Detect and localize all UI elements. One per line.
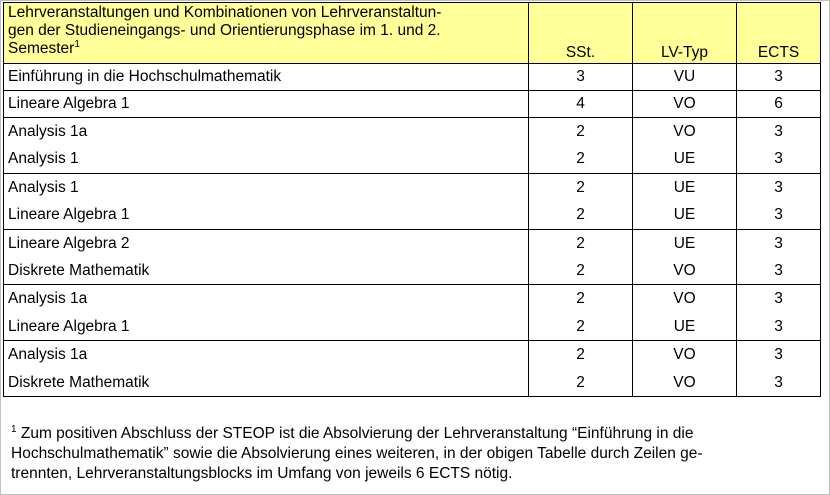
header-row bbox=[4, 3, 821, 64]
course-ects: 3 bbox=[774, 373, 783, 391]
course-lvtyp: VO bbox=[673, 290, 696, 308]
course-sst: 2 bbox=[576, 234, 585, 252]
course-lvtyp-cell bbox=[633, 285, 737, 341]
course-ects: 3 bbox=[774, 346, 783, 364]
course-sst: 2 bbox=[576, 290, 585, 308]
course-lvtyp: UE bbox=[673, 150, 696, 168]
course-ects-cell bbox=[737, 64, 821, 91]
course-ects-cell bbox=[737, 91, 821, 118]
course-name-cell bbox=[4, 285, 529, 341]
header-footnote-marker: 1 bbox=[74, 38, 80, 50]
course-ects: 3 bbox=[774, 68, 783, 85]
course-lvtyp: VO bbox=[673, 373, 696, 391]
course-block-row bbox=[4, 91, 821, 118]
course-name: Lineare Algebra 1 bbox=[8, 206, 130, 224]
course-ects-cell bbox=[737, 229, 821, 285]
course-name: Diskrete Mathematik bbox=[8, 261, 150, 279]
table-body bbox=[4, 64, 821, 397]
course-lvtyp: UE bbox=[673, 317, 696, 335]
course-name: Analysis 1a bbox=[8, 123, 88, 140]
course-name: Analysis 1 bbox=[8, 178, 79, 196]
course-lvtyp: VO bbox=[673, 95, 696, 112]
course-sst: 2 bbox=[576, 346, 585, 364]
course-sst: 2 bbox=[576, 373, 585, 391]
course-sst: 2 bbox=[576, 206, 585, 224]
course-name: Diskrete Mathematik bbox=[8, 373, 150, 391]
footnote-line1: Zum positiven Abschluss der STEOP ist die Absolvierung der Lehrveranstaltung “Einführung in die bbox=[16, 425, 694, 442]
course-ects: 3 bbox=[774, 178, 783, 196]
course-lvtyp: UE bbox=[673, 206, 696, 224]
course-ects: 3 bbox=[774, 150, 783, 168]
course-name-cell bbox=[4, 229, 529, 285]
header-lvtyp: LV-Typ bbox=[633, 3, 737, 64]
course-ects: 6 bbox=[774, 95, 783, 112]
course-ects-cell bbox=[737, 341, 821, 397]
course-name: Einführung in die Hochschulmathematik bbox=[8, 68, 282, 85]
course-block-row bbox=[4, 285, 821, 341]
course-name: Analysis 1a bbox=[8, 290, 88, 308]
course-lvtyp-cell bbox=[633, 229, 737, 285]
course-sst-cell bbox=[529, 118, 633, 174]
course-lvtyp: UE bbox=[673, 178, 696, 196]
course-sst: 2 bbox=[576, 150, 585, 168]
header-desc-line2: gen der Studieneingangs- und Orientierungsphase im 1. und 2. bbox=[8, 22, 441, 39]
header-sst: SSt. bbox=[529, 3, 633, 64]
course-name-cell bbox=[4, 91, 529, 118]
course-ects-cell bbox=[737, 118, 821, 174]
course-lvtyp: VO bbox=[673, 346, 696, 364]
course-sst-cell bbox=[529, 173, 633, 229]
course-ects: 3 bbox=[774, 317, 783, 335]
header-desc-line1: Lehrveranstaltungen und Kombinationen von Lehrveranstaltun- bbox=[8, 4, 442, 21]
course-block-row bbox=[4, 118, 821, 174]
footnote-line3: trennten, Lehrveranstaltungsblocks im Umfang von jeweils 6 ECTS nötig. bbox=[11, 465, 513, 482]
course-block-row bbox=[4, 64, 821, 91]
footnote bbox=[11, 424, 821, 484]
steop-table bbox=[3, 2, 821, 397]
course-name: Lineare Algebra 1 bbox=[8, 95, 130, 112]
course-lvtyp-cell bbox=[633, 173, 737, 229]
course-lvtyp-cell bbox=[633, 118, 737, 174]
course-name-cell bbox=[4, 118, 529, 174]
course-name: Analysis 1 bbox=[8, 150, 79, 168]
course-sst-cell bbox=[529, 285, 633, 341]
course-lvtyp: VO bbox=[673, 123, 696, 140]
course-name: Lineare Algebra 2 bbox=[8, 234, 130, 252]
course-sst-cell bbox=[529, 229, 633, 285]
course-name-cell bbox=[4, 64, 529, 91]
course-lvtyp-cell bbox=[633, 64, 737, 91]
course-lvtyp: VO bbox=[673, 261, 696, 279]
course-name: Lineare Algebra 1 bbox=[8, 317, 130, 335]
course-name: Analysis 1a bbox=[8, 346, 88, 364]
course-name-cell bbox=[4, 341, 529, 397]
course-lvtyp-cell bbox=[633, 91, 737, 118]
course-block-row bbox=[4, 341, 821, 397]
course-sst-cell bbox=[529, 91, 633, 118]
course-ects-cell bbox=[737, 173, 821, 229]
header-description bbox=[4, 3, 529, 64]
course-lvtyp: VU bbox=[673, 68, 696, 85]
course-ects: 3 bbox=[774, 261, 783, 279]
footnote-marker: 1 bbox=[11, 423, 17, 435]
course-ects: 3 bbox=[774, 290, 783, 308]
course-sst: 2 bbox=[576, 261, 585, 279]
course-sst: 2 bbox=[576, 317, 585, 335]
course-block-row bbox=[4, 229, 821, 285]
course-ects: 3 bbox=[774, 206, 783, 224]
course-ects: 3 bbox=[774, 234, 783, 252]
course-lvtyp: UE bbox=[673, 234, 696, 252]
course-sst: 2 bbox=[576, 123, 585, 140]
course-ects-cell bbox=[737, 285, 821, 341]
course-sst-cell bbox=[529, 341, 633, 397]
course-name-cell bbox=[4, 173, 529, 229]
header-desc-line3: Semester bbox=[8, 40, 75, 57]
course-sst: 2 bbox=[576, 178, 585, 196]
course-ects: 3 bbox=[774, 123, 783, 140]
course-sst: 3 bbox=[576, 68, 585, 85]
course-sst: 4 bbox=[576, 95, 585, 112]
course-sst-cell bbox=[529, 64, 633, 91]
footnote-line2: Hochschulmathematik” sowie die Absolvierung eines weiteren, in der obigen Tabelle durch Zeilen ge- bbox=[11, 445, 703, 462]
course-block-row bbox=[4, 173, 821, 229]
course-lvtyp-cell bbox=[633, 341, 737, 397]
header-ects: ECTS bbox=[737, 3, 821, 64]
